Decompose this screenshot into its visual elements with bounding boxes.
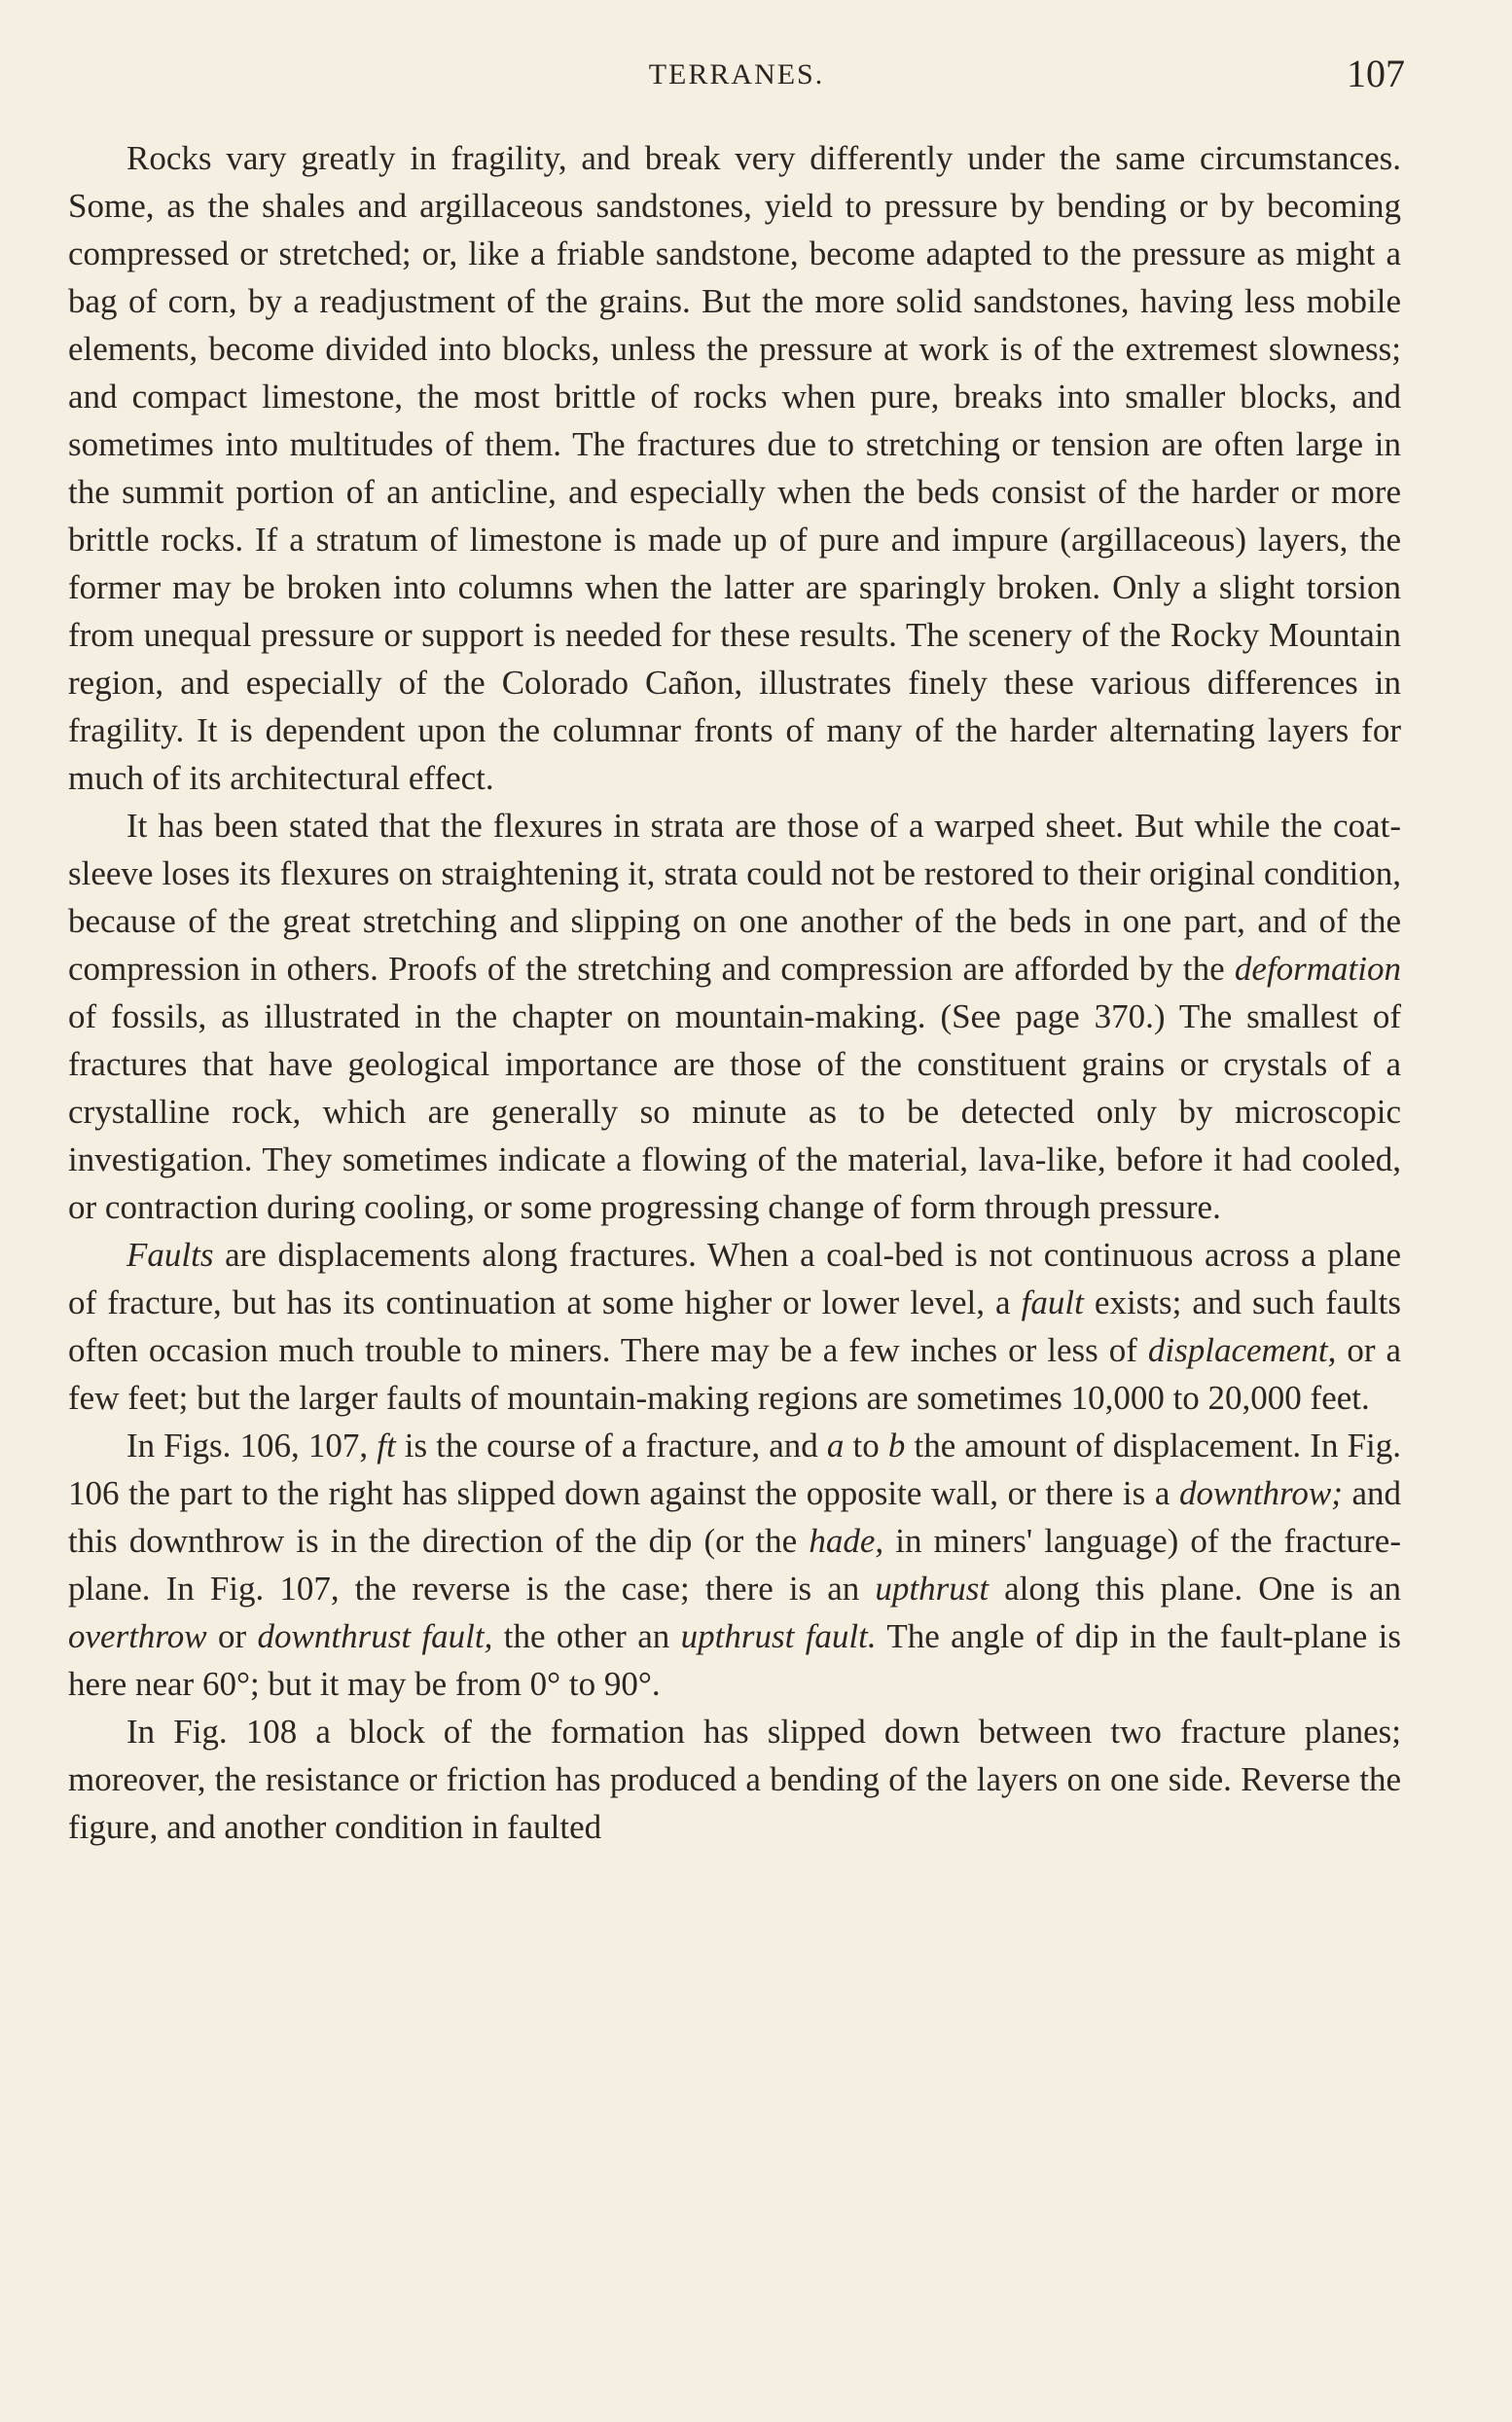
- text-run: of fossils, as illustrated in the chapter on mountain-making. (See page 370.) The smallest of fractures that have geological importance are those of the constituent grains or crystals of a crystalline rock, which are generally so minute as to be detected only by microscopic investigation. They sometimes indicate a flowing of the material, lava-like, before it had cooled, or contraction during cooling, or some progressing change of form through pressure.: [68, 997, 1401, 1226]
- paragraph-fig-108: In Fig. 108 a block of the formation has slipped down between two fracture planes; moreover, the resistance or friction has produced a bending of the layers on one side. Reverse the figure, and another condition in faulted: [68, 1713, 1401, 1846]
- text-run: to: [852, 1427, 880, 1464]
- italic-term-downthrow: downthrow;: [1178, 1474, 1343, 1512]
- italic-term-fault: fault: [1021, 1283, 1084, 1321]
- italic-symbol-b: b: [887, 1427, 906, 1464]
- page-number: 107: [1347, 52, 1405, 95]
- text-run: is the course of a fracture, and: [404, 1427, 818, 1464]
- text-run: the other an: [503, 1617, 670, 1655]
- text-run: or a few feet; but the larger faults of mountain-making regions are sometimes 10,000 to 20,000 feet.: [68, 1331, 1402, 1417]
- italic-term-upthrust: upthrust: [875, 1570, 990, 1608]
- italic-term-deformation: deformation: [1234, 950, 1402, 988]
- running-head: [68, 51, 1405, 101]
- text-run: and this downthrow is in the direction of the dip (or the: [68, 1474, 1402, 1560]
- italic-term-hade: hade,: [809, 1522, 884, 1560]
- italic-term-upthrust-fault: upthrust fault.: [680, 1617, 877, 1655]
- italic-term-overthrow: overthrow: [68, 1617, 207, 1655]
- text-run: along this plane. One is an: [1004, 1570, 1402, 1608]
- text-run: The angle of dip in the fault-plane is here near 60°; but it may be from 0° to 90°.: [68, 1617, 1402, 1703]
- text-run: It has been stated that the flexures in strata are those of a warped sheet. But while the coat-sleeve loses its flexures on straightening it, strata could not be restored to their original condition, because of the great stretching and slipping on one another of the beds in one part, and of the compression in others. Proofs of the stretching and compression are afforded by the: [68, 807, 1401, 988]
- running-title: TERRANES.: [648, 58, 825, 90]
- text-run: or: [217, 1617, 247, 1655]
- italic-term-displacement: displacement,: [1147, 1331, 1337, 1369]
- body-text: [68, 134, 1401, 1851]
- text-run: in miners' language) of the fracture-plane. In Fig. 107, the reverse is the case; there is an: [68, 1522, 1401, 1608]
- italic-symbol-ft: ft: [377, 1427, 396, 1464]
- paragraph-flexures: [68, 802, 1401, 1231]
- paragraph-faults: [68, 1231, 1401, 1422]
- italic-term-downthrust-fault: downthrust fault,: [257, 1617, 493, 1655]
- paragraph-rock-fragility: Rocks vary greatly in fragility, and break very differently under the same circumstances. Some, as the shales and argillaceous sandstones, yield to pressure by bending or by becoming compressed or stretched; or, like a friable sandstone, become adapted to the pressure as might a bag of corn, by a readjustment of the grains. But the more solid sandstones, having less mobile elements, become divided into blocks, unless the pressure at work is of the extremest slowness; and compact limestone, the most brittle of rocks when pure, breaks into smaller blocks, and sometimes into multitudes of them. The fractures due to stretching or tension are often large in the summit portion of an anticline, and especially when the beds consist of the harder or more brittle rocks. If a stratum of limestone is made up of pure and impure (argillaceous) layers, the former may be broken into columns when the latter are sparingly broken. Only a slight torsion from unequal pressure or support is needed for these results. The scenery of the Rocky Mountain region, and especially of the Colorado Cañon, illustrates finely these various differences in fragility. It is dependent upon the columnar fronts of many of the harder alternating layers for much of its architectural effect.: [68, 139, 1401, 797]
- text-run: the amount of displacement. In Fig. 106 the part to the right has slipped down against the opposite wall, or there is a: [68, 1427, 1402, 1512]
- italic-symbol-a: a: [826, 1427, 845, 1464]
- text-run: In Figs. 106, 107,: [126, 1427, 369, 1464]
- italic-term-faults: Faults: [126, 1236, 214, 1274]
- text-run: exists; and such faults often occasion much trouble to miners. There may be a few inches or less of: [68, 1283, 1402, 1369]
- text-run: are displacements along fractures. When a coal-bed is not continuous across a plane of fracture, but has its continuation at some higher or lower level, a: [68, 1236, 1401, 1321]
- paragraph-figs-106-107: [68, 1422, 1401, 1708]
